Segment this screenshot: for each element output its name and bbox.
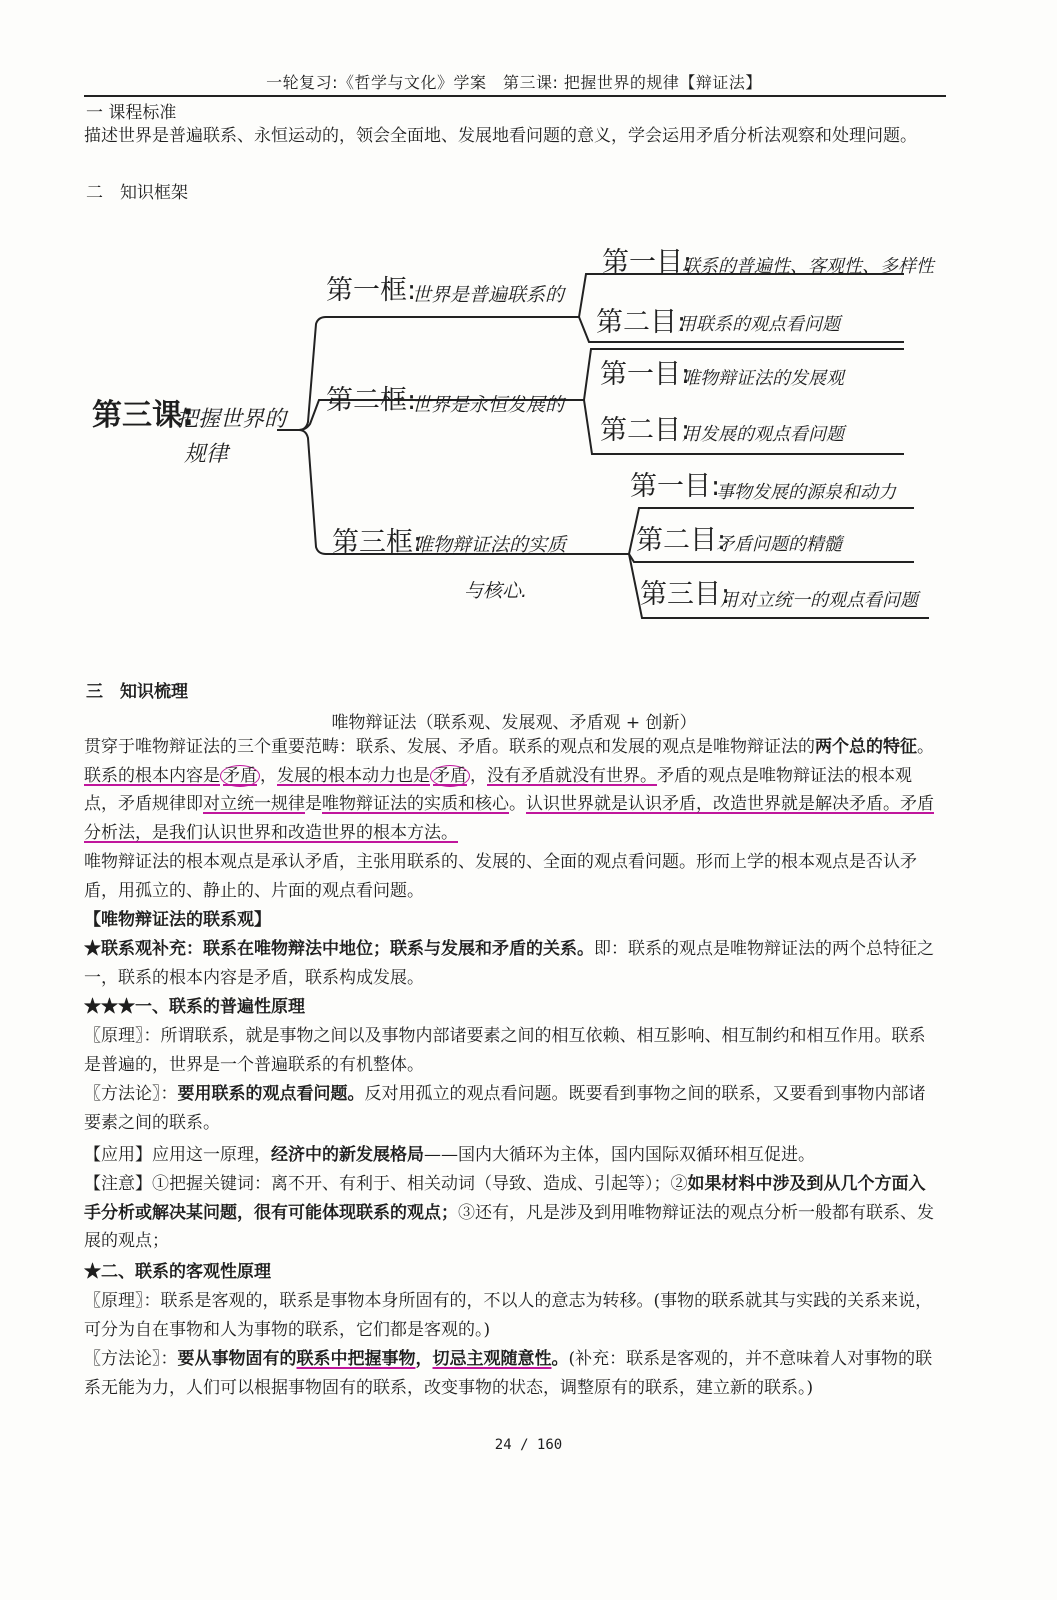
note-text: ③还有，凡是涉及到用唯物辩证法的观点分析一般都有联系、发展的观点； xyxy=(84,1202,934,1251)
knowledge-framework-mindmap xyxy=(84,232,964,652)
application-bold: 经济中的新发展格局 xyxy=(271,1145,424,1165)
frame-2-label: 第二框: xyxy=(326,385,417,416)
p1-circled-contradiction: 矛盾 xyxy=(220,765,260,787)
methodology-bold-underline: 切忌主观随意性 xyxy=(432,1349,552,1369)
frame-2-desc: 世界是永恒发展的 xyxy=(412,394,565,416)
frame-3-item-3-desc: 用对立统一的观点看问题 xyxy=(720,590,918,611)
p1-text: 。 xyxy=(917,737,934,757)
note-text: ①把握关键词：离不开、有利于、相关动词（导致、造成、引起等）；② xyxy=(152,1174,688,1194)
supplement-text: 即：联系的观点是唯物辩证法的两个总特征之一，联系的根本内容是矛盾，联系构成发展。 xyxy=(84,939,934,988)
p1-underline: 联系的根本内容是 xyxy=(84,765,220,786)
p1-underline: 没有矛盾就没有世界。 xyxy=(487,765,657,786)
methodology-bold: 要用联系的观点看问题。 xyxy=(177,1084,365,1104)
frame-1-item-1-desc: 联系的普遍性、客观性、多样性 xyxy=(682,256,934,277)
supplement-bold: ★联系观补充：联系在唯物辩法中地位；联系与发展和矛盾的关系。 xyxy=(84,939,594,959)
p1-text: 是 xyxy=(305,794,322,814)
frame-2-item-1-desc: 唯物辩证法的发展观 xyxy=(682,368,844,389)
p1-text: 贯穿于唯物辩证法的三个重要范畴：联系、发展、矛盾。联系的观点和发展的观点是唯物辩证法的 xyxy=(84,737,815,757)
application-label: 【应用】应用这一原理， xyxy=(84,1145,271,1165)
frame-3-item-1-desc: 事物发展的源泉和动力 xyxy=(716,482,896,503)
section-1-title: 一 课程标准 xyxy=(86,103,177,123)
p1-text: ， xyxy=(470,765,487,786)
frame-3-label: 第三框: xyxy=(332,527,423,558)
lesson-desc-line1: 把握世界的 xyxy=(176,407,287,432)
section-3-title: 三 知识梳理 xyxy=(86,682,188,702)
p1-text: 。 xyxy=(509,794,526,814)
frame-3-item-2-label: 第二目: xyxy=(636,525,727,556)
section-2-title: 二 知识框架 xyxy=(86,183,188,203)
page-header: 一轮复习:《哲学与文化》学案 第三课: 把握世界的规律【辩证法】 xyxy=(266,73,762,92)
methodology-bold: 要从事物固有的 xyxy=(177,1349,297,1369)
paragraph-application xyxy=(84,1141,940,1170)
paragraph-methodology-2 xyxy=(84,1345,940,1402)
methodology-label: 〖方法论〗： xyxy=(84,1349,178,1369)
frame-3-item-2-desc: 矛盾问题的精髓 xyxy=(716,534,842,555)
section-1-text: 描述世界是普遍联系、永恒运动的，领会全面地、发展地看问题的意义，学会运用矛盾分析法观察和处理问题。 xyxy=(84,126,917,146)
frame-1-label: 第一框: xyxy=(326,275,417,306)
frame-2-item-1-label: 第一目: xyxy=(600,359,691,390)
p1-underline-method: 认识世界就是认识矛盾，改造世界就是解决矛盾。矛盾分析法，是我们认识世界和改造世界的根本方法。 xyxy=(84,794,934,843)
paragraph-basic-view: 唯物辩证法的根本观点是承认矛盾，主张用联系的、发展的、全面的观点看问题。形而上学的根本观点是否认矛盾，用孤立的、静止的、片面的观点看问题。 xyxy=(84,852,917,901)
frame-1-item-2-label: 第二目: xyxy=(596,307,687,338)
p1-underline: 发展的根本动力也是 xyxy=(277,765,430,786)
paragraph-principle-2: 〖原理〗：联系是客观的，联系是事物本身所固有的，不以人的意志为转移。(事物的联系就其与实践的关系来说，可分为自在事物和人为事物的联系，它们都是客观的。) xyxy=(84,1291,933,1340)
methodology-bold-underline: 联系中把握事物 xyxy=(296,1349,416,1369)
p1-text: 矛盾的观点是唯物辩证法的根本观点，矛盾规律即 xyxy=(84,765,912,814)
frame-1-item-1-label: 第一目: xyxy=(602,247,693,278)
p1-circled-contradiction: 矛盾 xyxy=(430,765,470,787)
frame-3-desc-line2: 与核心. xyxy=(464,580,528,602)
frame-3-desc: 唯物辩证法的实质 xyxy=(414,534,567,556)
frame-2-item-2-desc: 用发展的观点看问题 xyxy=(682,424,844,445)
paragraph-overview xyxy=(84,733,940,847)
methodology-bold: ， xyxy=(415,1349,433,1369)
heading-objectivity: ★二、联系的客观性原理 xyxy=(84,1262,271,1282)
frame-2-item-2-label: 第二目: xyxy=(600,415,691,446)
header-rule xyxy=(84,95,946,97)
methodology-bold: 。 xyxy=(551,1349,569,1369)
frame-1-desc: 世界是普遍联系的 xyxy=(412,284,565,306)
lesson-label: 第三课: xyxy=(92,398,194,433)
note-label: 【注意】 xyxy=(84,1174,152,1194)
p1-underline-essence: 唯物辩证法的实质和核心 xyxy=(322,794,509,814)
lesson-desc-line2: 规律 xyxy=(184,442,229,467)
application-text: ——国内大循环为主体，国内国际双循环相互促进。 xyxy=(424,1145,815,1165)
paragraph-methodology-1 xyxy=(84,1080,940,1137)
frame-3-item-3-label: 第三目: xyxy=(640,579,731,610)
methodology-label: 〖方法论〗： xyxy=(84,1084,178,1104)
paragraph-note xyxy=(84,1170,940,1256)
paragraph-connection-supplement xyxy=(84,935,940,992)
paragraph-principle-1: 〖原理〗：所谓联系，就是事物之间以及事物内部诸要素之间的相互依赖、相互影响、相互制约和相互作用。联系是普遍的，世界是一个普遍联系的有机整体。 xyxy=(84,1026,926,1075)
heading-universality: ★★★一、联系的普遍性原理 xyxy=(84,997,305,1017)
heading-connection-view: 【唯物辩证法的联系观】 xyxy=(84,910,271,930)
p1-text: ， xyxy=(260,765,277,786)
p1-bold-two-features: 两个总的特征 xyxy=(815,737,917,757)
frame-3-item-1-label: 第一目: xyxy=(630,471,721,502)
p1-underline-unity-law: 对立统一规律 xyxy=(203,794,305,814)
methodology-text: 反对用孤立的观点看问题。既要看到事物之间的联系，又要看到事物内部诸要素之间的联系。 xyxy=(84,1084,926,1133)
methodology-text: (补充：联系是客观的，并不意味着人对事物的联系无能为力，人们可以根据事物固有的联系，改变事物的状态，调整原有的联系，建立新的联系。) xyxy=(84,1349,933,1398)
page-number: 24 / 160 xyxy=(494,1437,563,1453)
note-bold: 如果材料中涉及到从几个方面入手分析或解决某问题，很有可能体现联系的观点； xyxy=(84,1174,926,1223)
frame-1-item-2-desc: 用联系的观点看问题 xyxy=(678,314,840,335)
section-3-center-title: 唯物辩证法（联系观、发展观、矛盾观 + 创新） xyxy=(331,713,697,733)
